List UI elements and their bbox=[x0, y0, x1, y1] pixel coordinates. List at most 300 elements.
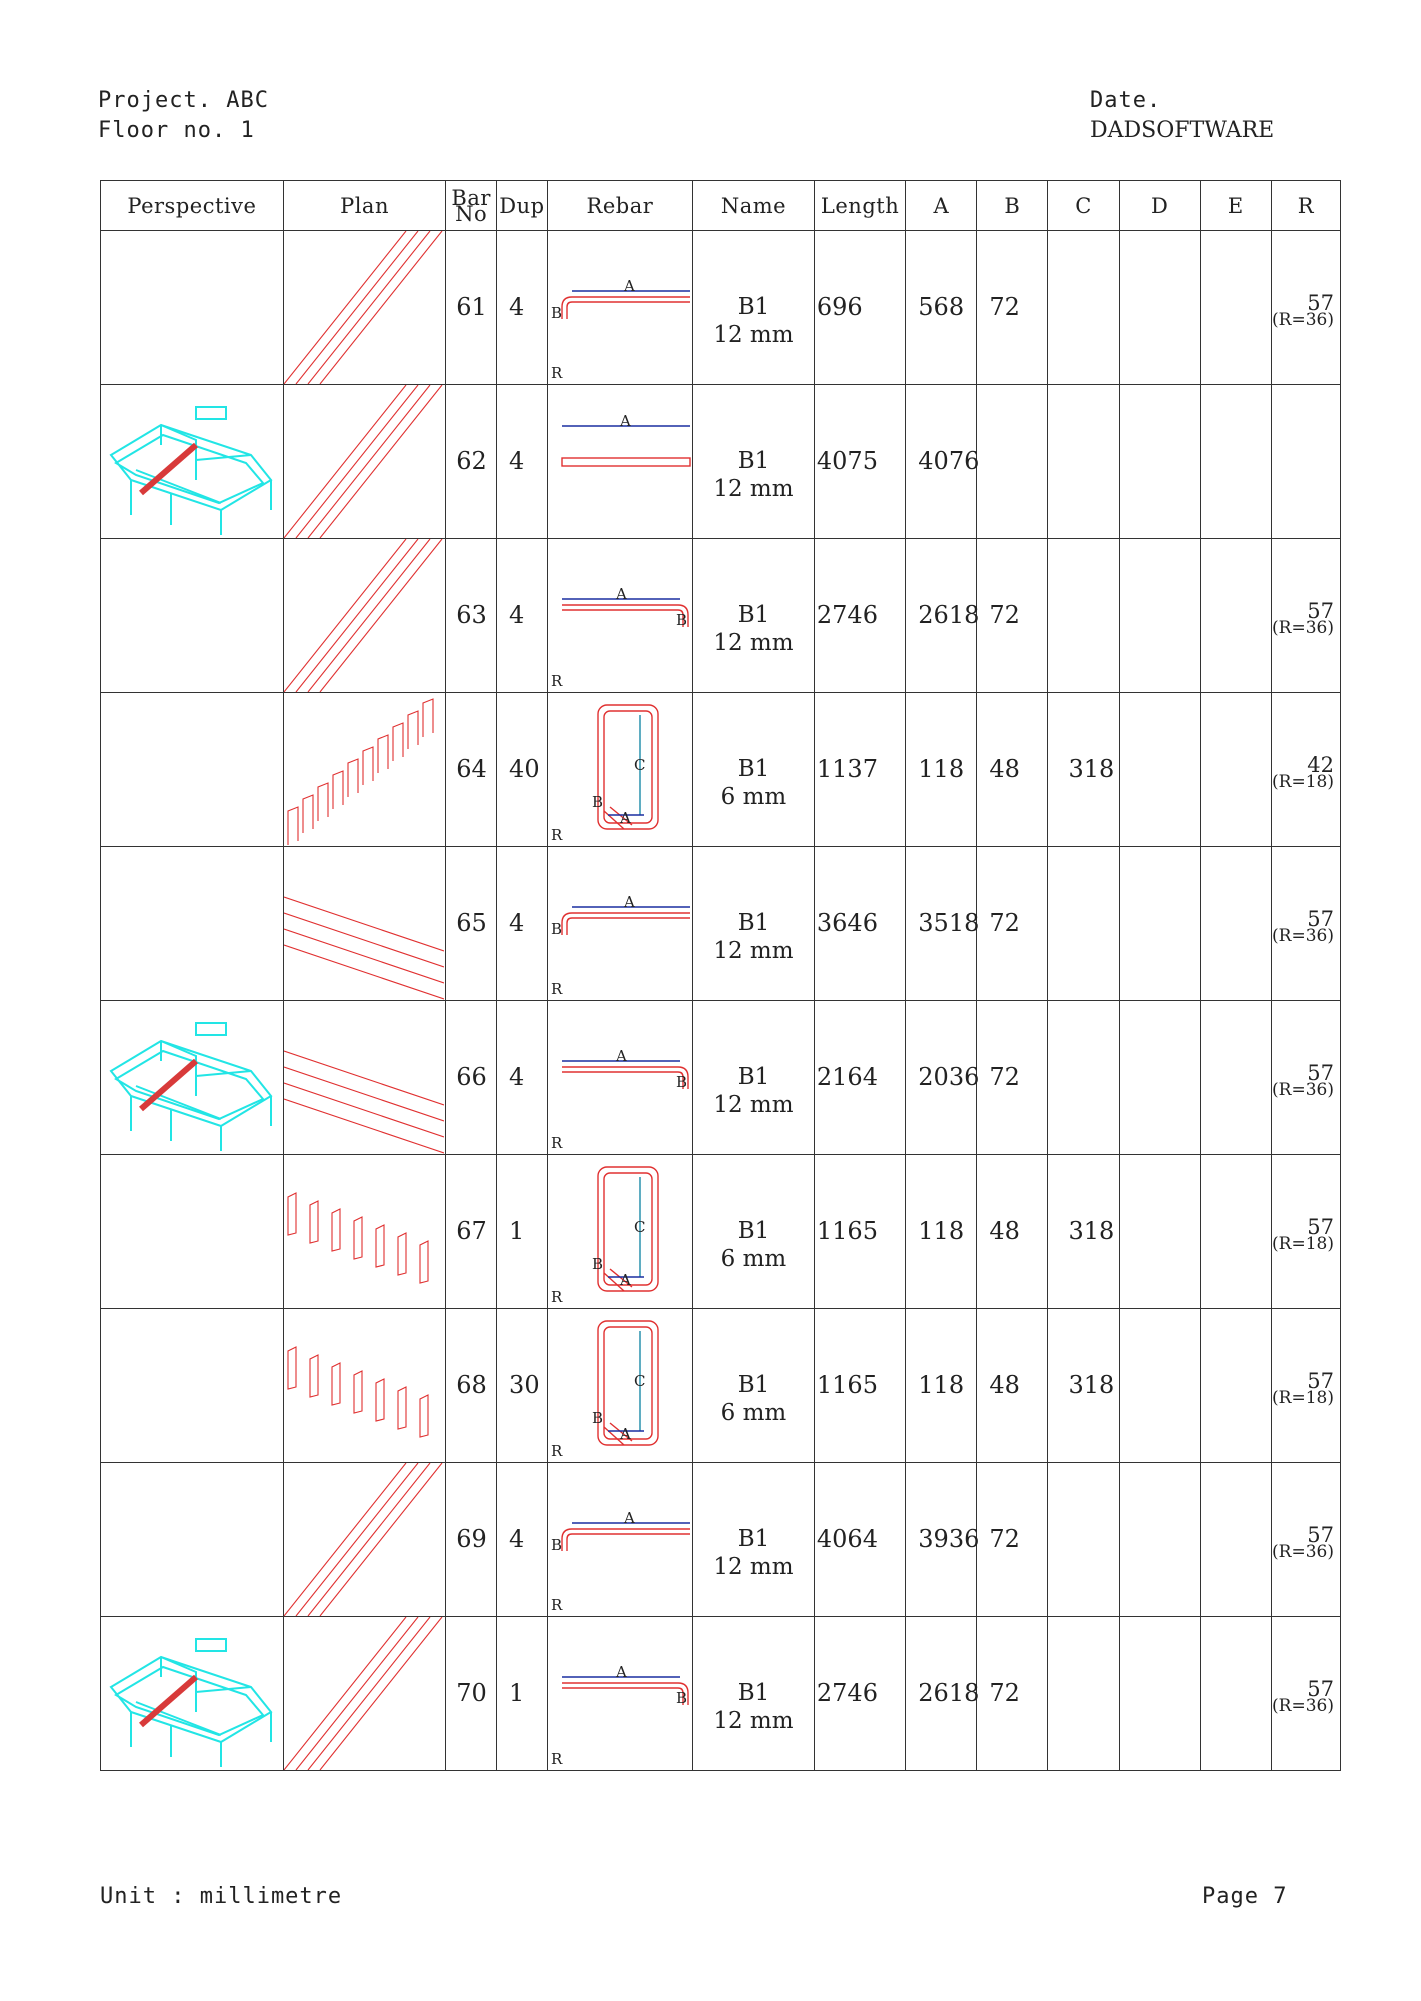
cell-e bbox=[1200, 539, 1271, 693]
unit-label: Unit : millimetre bbox=[100, 1884, 343, 1909]
bar-name-block bbox=[693, 601, 814, 657]
cell-b bbox=[977, 385, 1048, 539]
bar-name-block bbox=[693, 293, 814, 349]
cell-bar-no bbox=[446, 1617, 497, 1771]
col-header-name: Name bbox=[693, 181, 815, 231]
col-header-rebar: Rebar bbox=[547, 181, 692, 231]
cell-dup bbox=[497, 847, 548, 1001]
radius-note: (R=18) bbox=[1272, 772, 1334, 792]
rebar-outline bbox=[562, 297, 690, 319]
table-row bbox=[101, 1617, 1341, 1771]
bar-diameter: 12 mm bbox=[713, 630, 794, 656]
bar-name: B1 bbox=[737, 756, 770, 782]
col-header-d: D bbox=[1119, 181, 1200, 231]
cell-r bbox=[1271, 539, 1340, 693]
label-b: B bbox=[675, 1689, 687, 1707]
cell-d bbox=[1119, 231, 1200, 385]
plan-bar-line bbox=[308, 231, 430, 384]
dimension-c: 318 bbox=[1068, 1217, 1115, 1245]
cell-bar-no bbox=[446, 847, 497, 1001]
radius-note: (R=18) bbox=[1272, 1234, 1334, 1254]
cell-a bbox=[906, 1155, 977, 1309]
cell-rebar bbox=[547, 231, 692, 385]
label-r: R bbox=[550, 1750, 563, 1768]
dimension-b: 48 bbox=[989, 1371, 1020, 1399]
cell-name bbox=[693, 231, 815, 385]
label-a: A bbox=[619, 1425, 631, 1443]
bar-length: 1137 bbox=[816, 755, 878, 783]
bar-diameter: 6 mm bbox=[720, 784, 787, 810]
cell-e bbox=[1200, 1463, 1271, 1617]
plan-drawing bbox=[284, 1309, 444, 1462]
plan-stirrup bbox=[332, 1209, 340, 1251]
table-row bbox=[101, 539, 1341, 693]
bar-name-block bbox=[693, 1063, 814, 1119]
dimension-b: 72 bbox=[989, 601, 1020, 629]
bar-schedule-table bbox=[100, 180, 1341, 1771]
cell-bar-no bbox=[446, 1001, 497, 1155]
cell-d bbox=[1119, 1617, 1200, 1771]
cell-d bbox=[1119, 539, 1200, 693]
cell-r bbox=[1271, 1617, 1340, 1771]
radius-value: 57 bbox=[1307, 1369, 1334, 1393]
dimension-a: 2618 bbox=[918, 601, 980, 629]
rebar-outline bbox=[562, 605, 688, 627]
cell-perspective bbox=[101, 1617, 284, 1771]
bar-name: B1 bbox=[737, 602, 770, 628]
bar-name-block bbox=[693, 1679, 814, 1735]
cell-dup bbox=[497, 539, 548, 693]
plan-stirrup bbox=[310, 1355, 318, 1397]
plan-stirrup bbox=[376, 1225, 384, 1267]
plan-stirrup bbox=[288, 807, 298, 845]
cell-rebar bbox=[547, 385, 692, 539]
dup-count: 4 bbox=[509, 1525, 525, 1553]
dup-count: 4 bbox=[509, 1063, 525, 1091]
cell-a bbox=[906, 1617, 980, 1771]
rebar-shape-drawing bbox=[548, 847, 691, 1000]
bar-name-block bbox=[693, 909, 814, 965]
radius-note: (R=18) bbox=[1272, 1388, 1334, 1408]
col-header-plan: Plan bbox=[283, 181, 445, 231]
col-header-dup: Dup bbox=[497, 181, 548, 231]
cell-d bbox=[1119, 1001, 1200, 1155]
table-row bbox=[101, 847, 1341, 1001]
plan-bar-line bbox=[284, 385, 406, 538]
label-a: A bbox=[615, 1663, 627, 1681]
cell-plan bbox=[283, 539, 445, 693]
cell-perspective bbox=[101, 1463, 284, 1617]
table-row bbox=[101, 1001, 1341, 1155]
table-row bbox=[101, 1463, 1341, 1617]
cell-perspective bbox=[101, 385, 284, 539]
plan-bar-line bbox=[284, 1067, 444, 1121]
cell-e bbox=[1200, 1309, 1271, 1463]
table-row bbox=[101, 1309, 1341, 1463]
date-header bbox=[1090, 86, 1274, 146]
cell-e bbox=[1200, 1617, 1271, 1771]
label-r: R bbox=[550, 1596, 563, 1614]
rebar-outline-inner bbox=[567, 1534, 690, 1551]
cell-bar-no bbox=[446, 693, 497, 847]
plan-stirrup bbox=[393, 723, 403, 761]
cell-d bbox=[1119, 693, 1200, 847]
plan-stirrup bbox=[363, 747, 373, 785]
cell-plan bbox=[283, 1309, 445, 1463]
cell-r bbox=[1271, 847, 1340, 1001]
perspective-drawing bbox=[101, 1001, 281, 1154]
bar-name: B1 bbox=[737, 294, 770, 320]
cell-dup bbox=[497, 1001, 548, 1155]
plan-bar-line bbox=[284, 231, 406, 384]
label-r: R bbox=[550, 1134, 563, 1152]
cell-bar-no bbox=[446, 1463, 497, 1617]
bar-name: B1 bbox=[737, 1064, 770, 1090]
cell-dup bbox=[497, 1617, 548, 1771]
cell-length bbox=[814, 1463, 905, 1617]
rebar-shape-drawing bbox=[548, 1155, 691, 1308]
cell-perspective bbox=[101, 539, 284, 693]
bar-number: 70 bbox=[456, 1679, 487, 1707]
label-b: B bbox=[550, 304, 562, 322]
radius-block bbox=[1272, 1369, 1334, 1408]
radius-value: 57 bbox=[1307, 291, 1334, 315]
radius-note: (R=36) bbox=[1272, 1080, 1334, 1100]
label-a: A bbox=[623, 893, 635, 911]
radius-value: 57 bbox=[1307, 1215, 1334, 1239]
label-b: B bbox=[550, 1536, 562, 1554]
table-row bbox=[101, 231, 1341, 385]
cell-c bbox=[1048, 539, 1119, 693]
cell-dup bbox=[497, 385, 548, 539]
bar-number: 61 bbox=[456, 293, 487, 321]
cell-e bbox=[1200, 1155, 1271, 1309]
dimension-b: 72 bbox=[989, 1063, 1020, 1091]
bar-name: B1 bbox=[737, 1372, 770, 1398]
plan-drawing bbox=[284, 1463, 444, 1616]
col-header-perspective: Perspective bbox=[101, 181, 284, 231]
plan-bar-line bbox=[284, 1051, 444, 1105]
plan-stirrup bbox=[354, 1217, 362, 1259]
bar-diameter: 12 mm bbox=[713, 938, 794, 964]
cell-d bbox=[1119, 1463, 1200, 1617]
plan-drawing bbox=[284, 385, 444, 538]
cell-c bbox=[1048, 1463, 1119, 1617]
dimension-a: 2618 bbox=[918, 1679, 980, 1707]
cell-plan bbox=[283, 1001, 445, 1155]
bar-name-block bbox=[693, 1371, 814, 1427]
cell-rebar bbox=[547, 1155, 692, 1309]
plan-stirrup bbox=[420, 1241, 428, 1283]
bar-number: 64 bbox=[456, 755, 487, 783]
label-a: A bbox=[619, 1271, 631, 1289]
bar-name-block bbox=[693, 447, 814, 503]
plan-stirrup bbox=[398, 1387, 406, 1429]
bar-number: 68 bbox=[456, 1371, 487, 1399]
page-number: Page 7 bbox=[1202, 1884, 1288, 1909]
cell-dup bbox=[497, 1155, 548, 1309]
bar-name: B1 bbox=[737, 1218, 770, 1244]
cell-perspective bbox=[101, 693, 284, 847]
label-a: A bbox=[619, 809, 631, 827]
structure-frame bbox=[111, 1023, 271, 1151]
dup-count: 40 bbox=[509, 755, 540, 783]
cell-rebar bbox=[547, 847, 692, 1001]
cell-b bbox=[977, 693, 1048, 847]
plan-stirrup bbox=[348, 759, 358, 797]
plan-bar-line bbox=[284, 897, 444, 951]
dimension-b: 48 bbox=[989, 1217, 1020, 1245]
rebar-outline-inner bbox=[567, 302, 690, 319]
radius-block bbox=[1272, 753, 1334, 792]
cell-name bbox=[693, 1617, 815, 1771]
bar-length: 696 bbox=[816, 293, 863, 321]
label-b: B bbox=[591, 793, 603, 811]
col-header-e: E bbox=[1200, 181, 1271, 231]
dup-count: 4 bbox=[509, 293, 525, 321]
plan-bar-line bbox=[284, 1463, 406, 1616]
frame-stair bbox=[196, 1639, 226, 1651]
cell-name bbox=[693, 693, 815, 847]
cell-c bbox=[1048, 847, 1119, 1001]
frame-inner bbox=[116, 1667, 263, 1735]
plan-bar-line bbox=[296, 1463, 418, 1616]
bar-name: B1 bbox=[737, 1680, 770, 1706]
cell-e bbox=[1200, 693, 1271, 847]
radius-value: 57 bbox=[1307, 1677, 1334, 1701]
cell-name bbox=[693, 847, 815, 1001]
dimension-c: 318 bbox=[1068, 1371, 1115, 1399]
plan-drawing bbox=[284, 1617, 444, 1770]
radius-block bbox=[1272, 1677, 1334, 1716]
dimension-b: 72 bbox=[989, 293, 1020, 321]
rebar-shape-drawing bbox=[548, 231, 691, 384]
project-label: Project. ABC bbox=[98, 88, 269, 113]
bar-number: 66 bbox=[456, 1063, 487, 1091]
label-a: A bbox=[615, 585, 627, 603]
dimension-b: 72 bbox=[989, 1525, 1020, 1553]
label-a: A bbox=[619, 412, 631, 430]
radius-value: 57 bbox=[1307, 907, 1334, 931]
cell-bar-no bbox=[446, 1309, 497, 1463]
radius-block bbox=[1272, 291, 1334, 330]
radius-value: 57 bbox=[1307, 1523, 1334, 1547]
cell-bar-no bbox=[446, 231, 497, 385]
label-c: C bbox=[633, 1372, 646, 1390]
plan-bar-line bbox=[320, 1463, 442, 1616]
dimension-a: 3518 bbox=[918, 909, 980, 937]
label-a: A bbox=[623, 277, 635, 295]
rebar-shape-drawing bbox=[548, 1001, 691, 1154]
label-b: B bbox=[591, 1255, 603, 1273]
dup-count: 4 bbox=[509, 447, 525, 475]
bar-name-block bbox=[693, 1217, 814, 1273]
cell-d bbox=[1119, 385, 1200, 539]
col-header-length: Length bbox=[814, 181, 905, 231]
plan-stirrup bbox=[398, 1233, 406, 1275]
label-r: R bbox=[550, 1442, 563, 1460]
cell-rebar bbox=[547, 1309, 692, 1463]
dimension-a: 3936 bbox=[918, 1525, 980, 1553]
bar-number: 65 bbox=[456, 909, 487, 937]
cell-c bbox=[1048, 385, 1119, 539]
cell-b bbox=[977, 231, 1048, 385]
bar-diameter: 12 mm bbox=[713, 322, 794, 348]
cell-rebar bbox=[547, 1001, 692, 1155]
dimension-a: 118 bbox=[918, 1371, 965, 1399]
rebar-outline-inner bbox=[562, 1688, 683, 1705]
plan-bar-line bbox=[320, 539, 442, 692]
label-r: R bbox=[550, 364, 563, 382]
cell-plan bbox=[283, 693, 445, 847]
plan-bar-line bbox=[296, 231, 418, 384]
plan-bar-line bbox=[308, 1463, 430, 1616]
cell-perspective bbox=[101, 1155, 284, 1309]
cell-b bbox=[977, 1001, 1048, 1155]
plan-stirrup bbox=[420, 1395, 428, 1437]
floor-label: Floor no. 1 bbox=[98, 118, 255, 143]
table-row bbox=[101, 385, 1341, 539]
plan-drawing bbox=[284, 231, 444, 384]
cell-plan bbox=[283, 385, 445, 539]
bar-diameter: 12 mm bbox=[713, 476, 794, 502]
cell-perspective bbox=[101, 1001, 284, 1155]
cell-dup bbox=[497, 231, 548, 385]
cell-length bbox=[814, 231, 905, 385]
table-header-row bbox=[101, 181, 1341, 231]
cell-c bbox=[1048, 231, 1119, 385]
table-row bbox=[101, 693, 1341, 847]
cell-e bbox=[1200, 1001, 1271, 1155]
bar-number: 62 bbox=[456, 447, 487, 475]
cell-c bbox=[1048, 1617, 1119, 1771]
col-header-b: B bbox=[977, 181, 1048, 231]
cell-b bbox=[977, 1463, 1048, 1617]
cell-bar-no bbox=[446, 539, 497, 693]
plan-bar-line bbox=[308, 539, 430, 692]
plan-stirrup bbox=[376, 1379, 384, 1421]
plan-bar-line bbox=[284, 913, 444, 967]
dup-count: 4 bbox=[509, 601, 525, 629]
cell-plan bbox=[283, 847, 445, 1001]
cell-d bbox=[1119, 1309, 1200, 1463]
bar-length: 1165 bbox=[816, 1371, 878, 1399]
rebar-outline bbox=[562, 1683, 688, 1705]
label-b: B bbox=[675, 1073, 687, 1091]
cell-c bbox=[1048, 1001, 1119, 1155]
radius-block bbox=[1272, 1523, 1334, 1562]
cell-r bbox=[1271, 693, 1340, 847]
plan-bar-line bbox=[296, 539, 418, 692]
col-header-c: C bbox=[1048, 181, 1119, 231]
bar-diameter: 12 mm bbox=[713, 1554, 794, 1580]
label-r: R bbox=[550, 672, 563, 690]
cell-r bbox=[1271, 385, 1340, 539]
bar-length: 2164 bbox=[816, 1063, 878, 1091]
plan-stirrup bbox=[408, 711, 418, 749]
label-r: R bbox=[550, 826, 563, 844]
bar-length: 2746 bbox=[816, 1679, 878, 1707]
radius-value: 57 bbox=[1307, 599, 1334, 623]
cell-e bbox=[1200, 847, 1271, 1001]
structure-frame bbox=[111, 407, 271, 535]
dimension-a: 118 bbox=[918, 1217, 965, 1245]
label-r: R bbox=[550, 1288, 563, 1306]
dimension-b: 72 bbox=[989, 909, 1020, 937]
plan-stirrup bbox=[332, 1363, 340, 1405]
plan-drawing bbox=[284, 1155, 444, 1308]
cell-length bbox=[814, 539, 905, 693]
cell-r bbox=[1271, 1463, 1340, 1617]
plan-stirrup bbox=[318, 783, 328, 821]
radius-block bbox=[1272, 1061, 1334, 1100]
radius-note: (R=36) bbox=[1272, 926, 1334, 946]
cell-name bbox=[693, 1155, 815, 1309]
cell-name bbox=[693, 1463, 815, 1617]
cell-bar-no bbox=[446, 385, 497, 539]
rebar-outline bbox=[562, 458, 690, 466]
plan-stirrup bbox=[423, 699, 433, 737]
radius-note: (R=36) bbox=[1272, 1542, 1334, 1562]
cell-name bbox=[693, 539, 815, 693]
cell-d bbox=[1119, 847, 1200, 1001]
radius-note: (R=36) bbox=[1272, 310, 1334, 330]
cell-length bbox=[814, 1001, 905, 1155]
dup-count: 30 bbox=[509, 1371, 540, 1399]
radius-value: 42 bbox=[1307, 753, 1334, 777]
label-c: C bbox=[633, 756, 646, 774]
plan-stirrup bbox=[310, 1201, 318, 1243]
dimension-b: 72 bbox=[989, 1679, 1020, 1707]
bar-diameter: 6 mm bbox=[720, 1400, 787, 1426]
label-a: A bbox=[623, 1509, 635, 1527]
cell-rebar bbox=[547, 693, 692, 847]
cell-plan bbox=[283, 1155, 445, 1309]
label-a: A bbox=[615, 1047, 627, 1065]
cell-dup bbox=[497, 1309, 548, 1463]
bar-diameter: 12 mm bbox=[713, 1708, 794, 1734]
plan-drawing bbox=[284, 847, 444, 1000]
bar-diameter: 6 mm bbox=[720, 1246, 787, 1272]
cell-plan bbox=[283, 1617, 445, 1771]
dimension-a: 4076 bbox=[918, 447, 980, 475]
plan-stirrup bbox=[288, 1347, 296, 1389]
cell-r bbox=[1271, 1309, 1340, 1463]
cell-plan bbox=[283, 231, 445, 385]
bar-length: 2746 bbox=[816, 601, 878, 629]
dup-count: 4 bbox=[509, 909, 525, 937]
rebar-outline bbox=[562, 1529, 690, 1551]
rebar-outline bbox=[562, 1067, 688, 1089]
radius-note: (R=36) bbox=[1272, 618, 1334, 638]
dimension-a: 118 bbox=[918, 755, 965, 783]
project-header bbox=[98, 86, 269, 146]
dimension-c: 318 bbox=[1068, 755, 1115, 783]
plan-bar-line bbox=[296, 385, 418, 538]
frame-inner bbox=[116, 435, 263, 503]
plan-stirrup bbox=[378, 735, 388, 773]
label-r: R bbox=[550, 980, 563, 998]
plan-bar-line bbox=[308, 385, 430, 538]
cell-name bbox=[693, 1309, 815, 1463]
label-b: B bbox=[675, 611, 687, 629]
col-header-r: R bbox=[1271, 181, 1340, 231]
radius-block bbox=[1272, 1215, 1334, 1254]
plan-drawing bbox=[284, 693, 444, 846]
cell-b bbox=[977, 1155, 1048, 1309]
bar-name: B1 bbox=[737, 448, 770, 474]
cell-e bbox=[1200, 385, 1271, 539]
